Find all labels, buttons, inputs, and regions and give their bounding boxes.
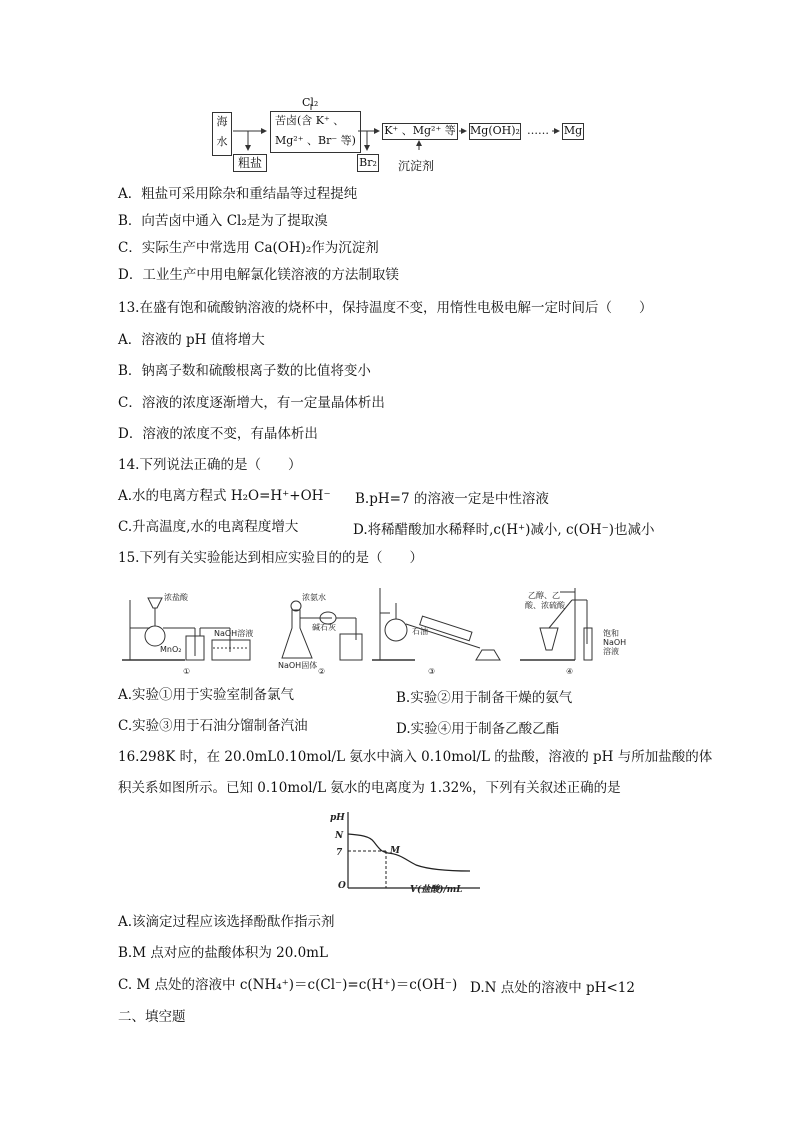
q13-option-c: C．溶液的浓度逐渐增大，有一定量晶体析出 [118,395,385,411]
q13-option-d: D．溶液的浓度不变，有晶体析出 [118,426,318,442]
q12-option-c: C．实际生产中常选用 Ca(OH)₂作为沉淀剂 [118,240,379,256]
label-naoh2: NaOH [603,638,627,647]
q13-stem: 13.在盛有饱和硫酸钠溶液的烧杯中，保持温度不变，用惰性电极电解一定时间后（ ） [118,300,653,316]
graph-m-label: M [390,846,400,856]
q16-option-d: D.N 点处的溶液中 pH<12 [470,980,635,996]
graph-xlabel: V(盐酸)/mL [410,885,463,894]
q16-option-a: A.该滴定过程应该选择酚酞作指示剂 [118,914,335,930]
ph-curve [348,834,470,871]
q14-option-a: A.水的电离方程式 H₂O=H⁺+OH⁻ [118,488,331,504]
graph-ylabel: pH [330,813,345,823]
titration-graph [330,808,510,894]
q16-stem-line-2: 积关系如图所示。已知 0.10mol/L 氨水的电离度为 1.32%，下列有关叙述正确的是 [118,780,621,796]
brine-line-1: 苦卤(含 K⁺ 、 [275,114,345,127]
q14-option-d: D.将稀醋酸加水稀释时,c(H⁺)减小, c(OH⁻)也减小 [353,522,655,538]
label-hcl: 浓盐酸 [164,593,188,602]
figure-number-1: ① [183,667,191,676]
label-ammonia: 浓氨水 [302,593,326,602]
q15-option-b: B.实验②用于制备干燥的氨气 [396,690,573,706]
q15-option-d: D.实验④用于制备乙酸乙酯 [396,721,560,737]
label-naoh-solution: NaOH溶液 [214,629,254,638]
q14-stem: 14.下列说法正确的是（ ） [118,457,302,473]
label-oil: 石油 [412,627,428,636]
label-lime: 碱石灰 [312,623,336,632]
cl2-label: Cl₂ [302,96,319,109]
graph-n-label: N [335,831,344,841]
mg-label: Mg [563,124,583,137]
label-solution2: 溶液 [603,647,619,656]
q14-option-c: C.升高温度,水的电离程度增大 [118,519,299,535]
label-acid: 酸、浓硫酸 [525,601,565,610]
crude-salt-label: 粗盐 [237,156,262,170]
apparatus-figure [0,578,794,688]
q15-stem: 15.下列有关实验能达到相应实验目的的是（ ） [118,550,423,566]
mgoh2-label: Mg(OH)₂ [470,124,520,137]
label-naoh-solid: NaOH固体 [278,661,318,670]
apparatus-3 [372,588,500,660]
q12-option-d: D．工业生产中用电解氯化镁溶液的方法制取镁 [118,267,399,283]
seawater-char-1: 海 [216,115,228,128]
label-ethanol: 乙醇、乙 [528,591,560,600]
ions-label: K⁺ 、Mg²⁺ 等 [384,124,456,137]
seawater-char-2: 水 [216,135,228,148]
brine-line-2: Mg²⁺ 、Br⁻ 等) [275,134,356,147]
q13-option-b: B．钠离子数和硫酸根离子数的比值将变小 [118,363,371,379]
graph-origin-label: O [338,881,346,891]
figure-number-2: ② [318,667,326,676]
q13-option-a: A．溶液的 pH 值将增大 [118,332,265,348]
q15-option-c: C.实验③用于石油分馏制备汽油 [118,718,308,734]
graph-7-label: 7 [336,848,343,858]
flow-arrows [0,0,794,180]
figure-number-3: ③ [428,667,436,676]
q15-option-a: A.实验①用于实验室制备氯气 [118,687,295,703]
label-saturated: 饱和 [603,629,619,638]
br2-label: Br₂ [359,156,377,169]
label-mno2: MnO₂ [160,645,182,654]
q16-option-b: B.M 点对应的盐酸体积为 20.0mL [118,945,328,961]
figure-number-4: ④ [566,667,574,676]
q16-option-c: C. M 点处的溶液中 c(NH₄⁺)＝c(Cl⁻)=c(H⁺)＝c(OH⁻) [118,977,458,993]
precipitant-label: 沉淀剂 [398,159,435,173]
q12-option-a: A．粗盐可采用除杂和重结晶等过程提纯 [118,186,358,202]
section-heading: 二、填空题 [118,1009,186,1025]
q14-option-b: B.pH=7 的溶液一定是中性溶液 [355,491,549,507]
q16-stem-line-1: 16.298K 时，在 20.0mL0.10mol/L 氨水中滴入 0.10mol/L 的盐酸，溶液的 pH 与所加盐酸的体 [118,749,713,765]
dots-label: …… [527,124,549,137]
q12-option-b: B．向苦卤中通入 Cl₂是为了提取溴 [118,213,328,229]
